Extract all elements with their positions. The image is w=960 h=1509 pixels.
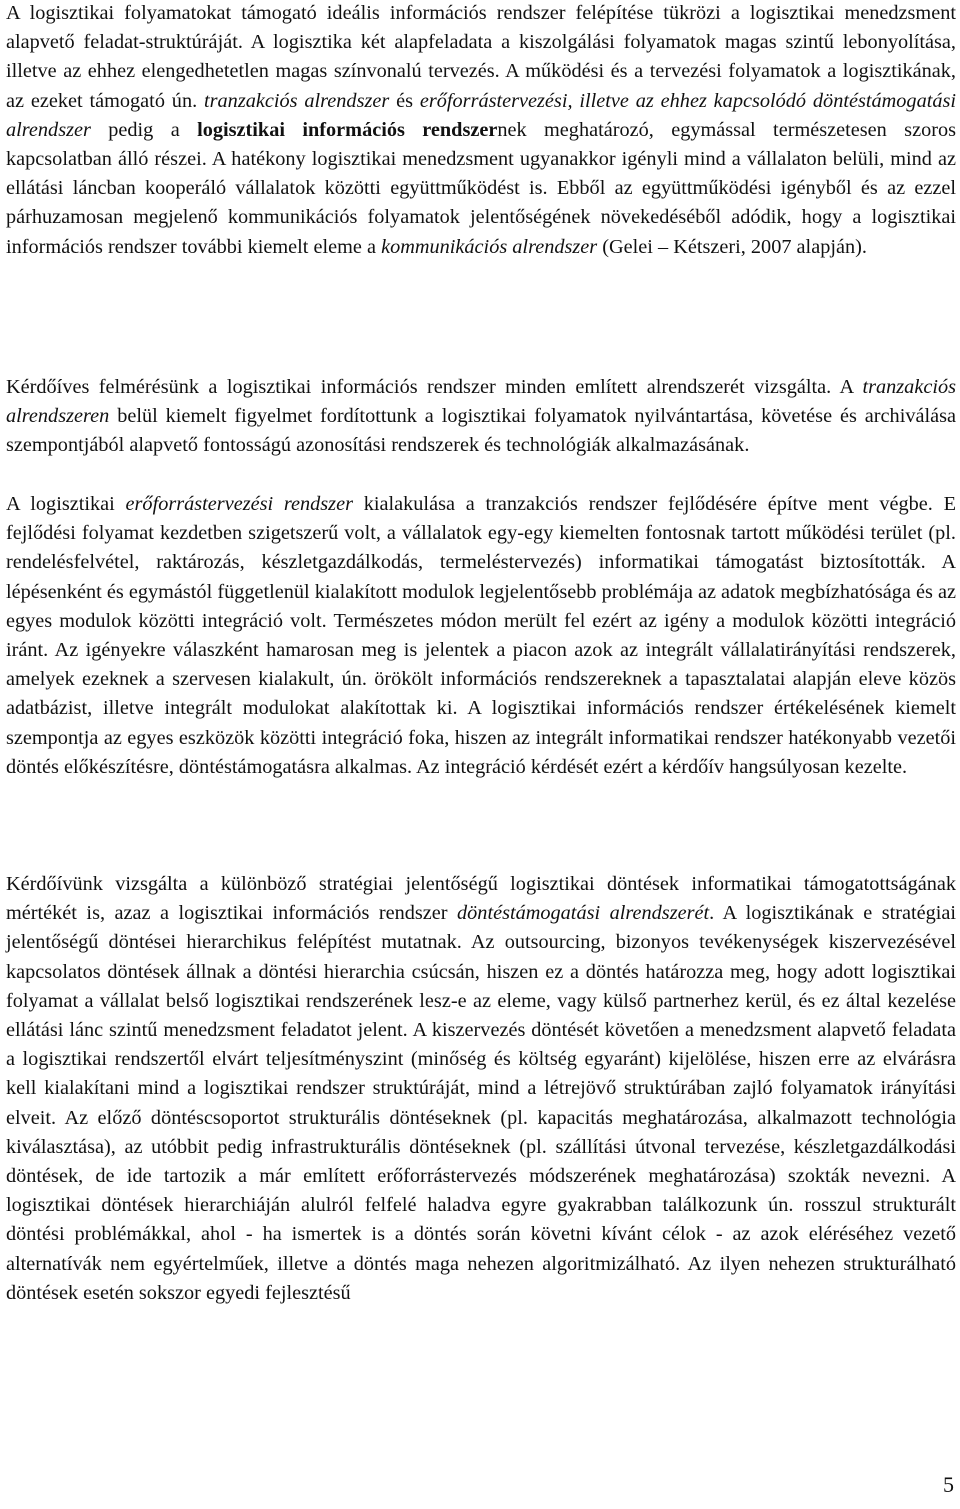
paragraph-survey-transaction-subsystem xyxy=(6,373,956,461)
italic-term-transaction-subsystem: tranzakciós alrendszer xyxy=(204,89,390,112)
text-segment: és xyxy=(389,89,420,112)
text-segment: A logisztikai folyamatokat támogató ideális információs rendszer felépítése tükrözi a logisztikai menedzsment alapvető feladat-struktúráját. A logisztika két alapfeladata a kiszolgálási folyamatok magas szintű lebonyolítása, illetve az ehhez elengedhetetlen magas színvonalú tervezés. A működési és a tervezési folyamatok a logisztikának, az ezeket támogató ún. xyxy=(6,2,956,112)
italic-term-transaction-subsystem-within: tranzakciós alrendszeren xyxy=(6,376,956,428)
text-segment: A logisztikai xyxy=(6,493,126,515)
page-number: 5 xyxy=(943,1472,954,1497)
text-segment: . A logisztikának e stratégiai jelentőségű döntései hierarchikus felépítést mutatnak. Az outsourcing, bizonyos tevékenységek kiszervezésével kapcsolatos döntések állnak a döntési hierarchia csúcsán, hiszen ez a döntés határozza meg, hogy adott logisztikai folyamat a vállalat belső logisztikai rendszerének lesz-e az eleme, vagy külső partnerhez kerül, és ez által kezelése ellátási lánc szintű menedzsment feladatot jelent. A kiszervezés döntését követően a menedzsment alapvető feladata a logisztikai rendszertől elvárt teljesítményszint (minőség és költség egyaránt) kijelölése, hiszen erre az elvárásra kell kialakítani mind a logisztikai rendszer struktúráját, mind a létrejövő struktúrában zajló folyamatok irányítási elveit. Az előző döntéscsoportot strukturális döntéseknek (pl. kapacitás meghatározása, alkalmazott technológia kiválasztása), az utóbbit pedig infrastrukturális döntéseknek (pl. szállítási útvonal tervezése, készletgazdálkodási döntések, de ide tartozik a már említett erőforrástervezés módszerének meghatározása) szokták nevezni. A logisztikai döntések hierarchiáján alulról felfelé haladva egyre gyakrabban találkozunk ún. rosszul strukturált döntési problémákkal, ahol - ha ismertek is a döntés során követni kívánt célok - az azok eléréséhez vezető alternatívák nem egyértelműek, illetve a döntés maga nehezen algoritmizálható. Az ilyen nehezen strukturálható döntések esetén sokszor egyedi fejlesztésű xyxy=(6,902,957,1304)
bold-term-logistics-information-system: logisztikai információs rendszer xyxy=(197,118,498,141)
italic-term-resource-planning-subsystem: erőforrástervezési, illetve az ehhez kapcsolódó döntéstámogatási alrendszer xyxy=(6,89,957,141)
paragraph-decision-support-subsystem xyxy=(6,870,956,1308)
italic-term-communication-subsystem: kommunikációs alrendszer xyxy=(381,235,598,258)
text-segment: pedig a xyxy=(90,118,198,141)
text-segment: kialakulása a tranzakciós rendszer fejlődésére építve ment végbe. E fejlődési folyamat kezdetben szigetszerű volt, a vállalatok egy-egy kiemelten fontosnak tartott működési terület (pl. rendelésfelvétel, raktározás, készletgazdálkodás, termeléstervezés) informatikai támogatást biztosították. A lépésenként és egymástól függetlenül kialakított modulok legjelentősebb problémája az adatok megbízhatósága és az egyes modulok közötti integráció volt. Természetes módon merült fel ezért az igény a modulok közötti integráció iránt. Az igényekre válaszként hamarosan meg is jelentek a piacon azok az integrált vállalatirányítási rendszerek, amelyek ezeknek a szervesen kialakult, ún. örökölt információs rendszereknek a tapasztalatai alapján eleve közös adatbázist, illetve integrált modulokat alakítottak ki. A logisztikai információs rendszer értékelésének kiemelt szempontja az egyes eszközök közötti integráció foka, hiszen az integrált informatikai rendszer hatékonyabb vezetői döntés előkészítésre, döntéstámogatásra alkalmas. Az integráció kérdését ezért a kérdőív hangsúlyosan kezelte. xyxy=(6,493,956,778)
text-segment: (Gelei – Kétszeri, 2007 alapján). xyxy=(597,235,867,258)
italic-term-decision-support-subsystem: döntéstámogatási alrendszerét xyxy=(457,902,710,925)
italic-term-resource-planning-system: erőforrástervezési rendszer xyxy=(125,493,353,515)
text-segment: Kérdőívünk vizsgálta a különböző stratégiai jelentőségű logisztikai döntések informatikai támogatottságának mértékét is, azaz a logisztikai információs rendszer xyxy=(6,873,956,925)
text-segment: belül kiemelt figyelmet fordítottunk a logisztikai folyamatok nyilvántartása, követése és archiválása szempontjából alapvető fontosságú azonosítási rendszerek és technológiák alkalmazásának. xyxy=(6,405,956,457)
text-segment: nek meghatározó, egymással természetesen szoros kapcsolatban álló részei. A hatékony logisztikai menedzsment ugyanakkor igényli mind a vállalaton belüli, mind az ellátási láncban kooperáló vállalatok közötti együttműködést is. Ebből az együttműködési igényből és az ezzel párhuzamosan megjelenő kommunikációs folyamatok jelentőségének növekedéséből adódik, hogy a logisztikai információs rendszer további kiemelt eleme a xyxy=(6,118,956,258)
text-segment: Kérdőíves felmérésünk a logisztikai információs rendszer minden említett alrendszerét vizsgálta. A xyxy=(6,376,863,398)
paragraph-information-system-structure xyxy=(6,0,956,262)
paragraph-resource-planning-system xyxy=(6,490,956,782)
